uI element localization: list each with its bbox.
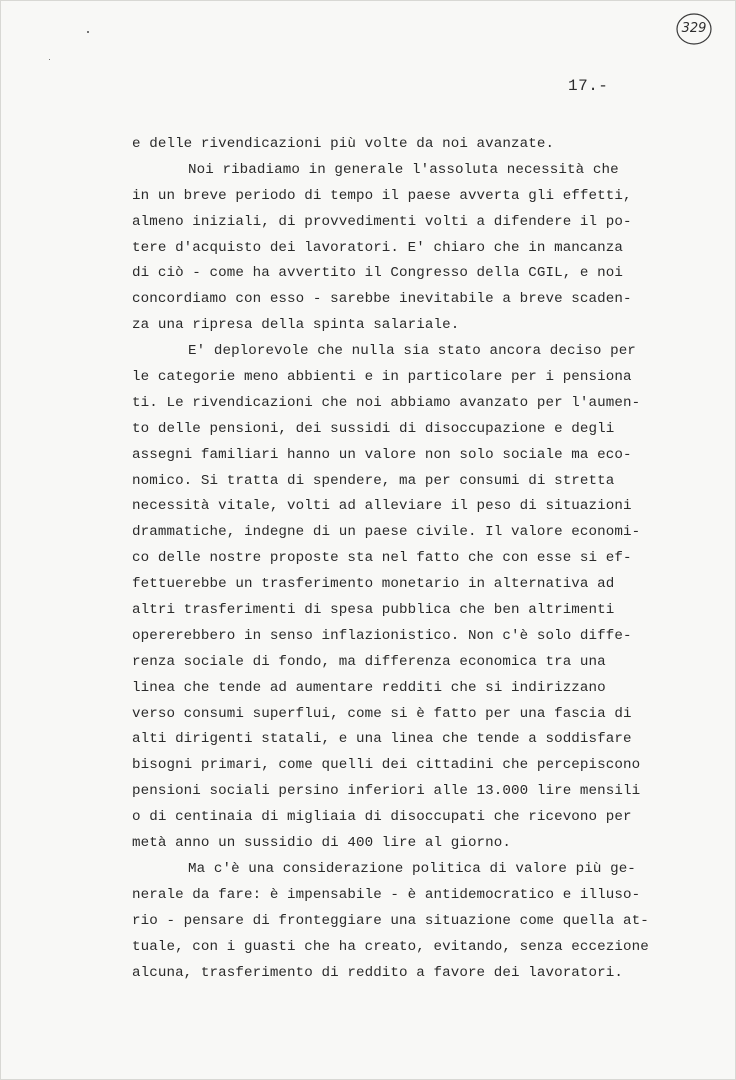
text-line: linea che tende ad aumentare redditi che si indirizzano xyxy=(132,679,606,696)
text-line: alcuna, trasferimento di reddito a favore dei lavoratori. xyxy=(132,964,623,981)
text-line: nomico. Si tratta di spendere, ma per consumi di stretta xyxy=(132,472,615,489)
text-line: E' deplorevole che nulla sia stato ancora deciso per xyxy=(188,343,636,360)
text-line: bisogni primari, come quelli dei cittadini che percepiscono xyxy=(132,757,641,774)
text-line: tere d'acquisto dei lavoratori. E' chiaro che in mancanza xyxy=(132,239,623,256)
text-line: le categorie meno abbienti e in particolare per i pensiona xyxy=(132,369,632,386)
text-line: altri trasferimenti di spesa pubblica che ben altrimenti xyxy=(132,602,615,619)
text-line: di ciò - come ha avvertito il Congresso della CGIL, e noi xyxy=(132,265,623,282)
scan-speck xyxy=(49,59,50,60)
text-line: opererebbero in senso inflazionistico. Non c'è solo diffe- xyxy=(132,627,632,644)
text-line: ti. Le rivendicazioni che noi abbiamo avanzato per l'aumen- xyxy=(132,394,641,411)
body-text xyxy=(132,132,692,986)
text-line: verso consumi superflui, come si è fatto per una fascia di xyxy=(132,705,632,722)
archive-page-number: 329 xyxy=(681,21,707,36)
text-line: drammatiche, indegne di un paese civile. Il valore economi- xyxy=(132,524,641,541)
text-line: nerale da fare: è impensabile - è antidemocratico e illuso- xyxy=(132,886,641,903)
text-line: pensioni sociali persino inferiori alle 13.000 lire mensili xyxy=(132,783,641,800)
text-line: o di centinaia di migliaia di disoccupati che ricevono per xyxy=(132,809,632,826)
text-line: necessità vitale, volti ad alleviare il peso di situazioni xyxy=(132,498,632,515)
page-number: 17.- xyxy=(568,77,609,95)
text-line: e delle rivendicazioni più volte da noi avanzate. xyxy=(132,136,555,152)
text-line: alti dirigenti statali, e una linea che tende a soddisfare xyxy=(132,731,632,748)
text-line: concordiamo con esso - sarebbe inevitabile a breve scaden- xyxy=(132,291,632,308)
text-line: metà anno un sussidio di 400 lire al giorno. xyxy=(132,835,512,852)
text-line: renza sociale di fondo, ma differenza economica tra una xyxy=(132,653,606,670)
text-line: fettuerebbe un trasferimento monetario in alternativa ad xyxy=(132,576,615,593)
text-line: Noi ribadiamo in generale l'assoluta necessità che xyxy=(188,161,619,178)
scan-speck xyxy=(87,31,89,33)
text-line: co delle nostre proposte sta nel fatto che con esse si ef- xyxy=(132,550,632,567)
text-line: za una ripresa della spinta salariale. xyxy=(132,317,460,334)
text-line: tuale, con i guasti che ha creato, evitando, senza eccezione xyxy=(132,938,649,955)
archive-page-annotation xyxy=(674,9,714,49)
text-line: to delle pensioni, dei sussidi di disoccupazione e degli xyxy=(132,420,615,437)
text-line: Ma c'è una considerazione politica di valore più ge- xyxy=(188,860,636,877)
text-line: almeno iniziali, di provvedimenti volti a difendere il po- xyxy=(132,213,632,230)
text-line: rio - pensare di fronteggiare una situazione come quella at- xyxy=(132,912,649,929)
text-line: assegni familiari hanno un valore non solo sociale ma eco- xyxy=(132,446,632,463)
text-line: in un breve periodo di tempo il paese avverta gli effetti, xyxy=(132,187,632,204)
